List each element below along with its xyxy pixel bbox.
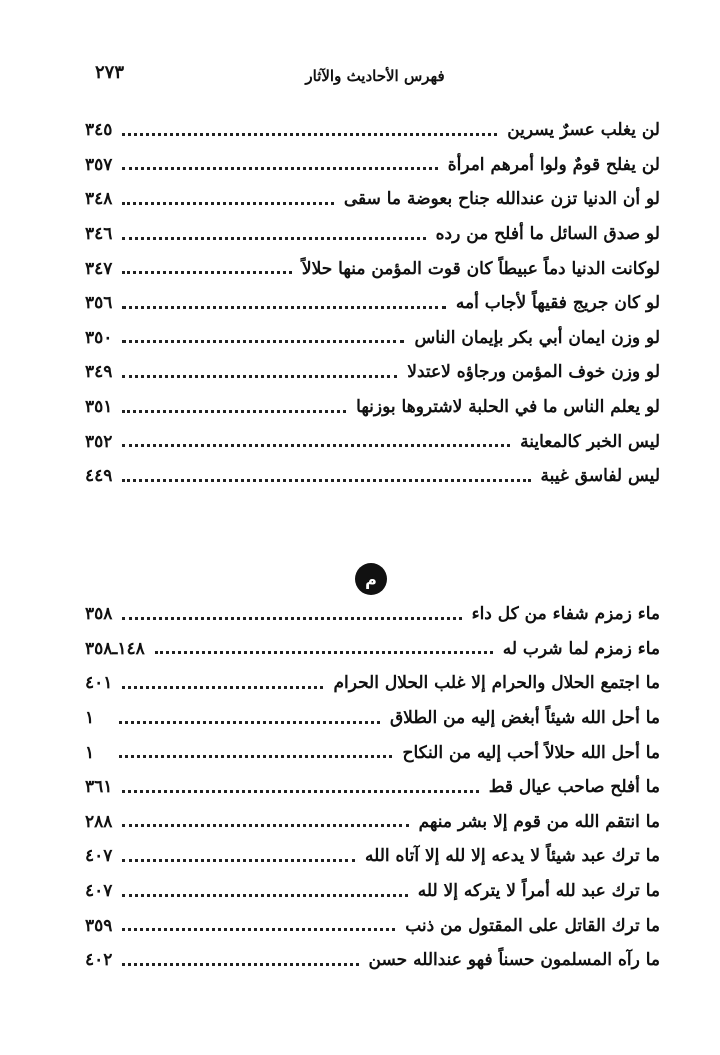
entry-page: ٣٤٩ [85,362,113,383]
entry-text: ما رآه المسلمون حسناً فهو عندالله حسن [368,950,660,971]
dot-leader [122,444,510,447]
dot-leader [122,928,395,931]
entry-page: ١ [85,742,95,763]
entry-page: ٤٠٧ [85,846,113,867]
entry-text: ليس لفاسق غيبة [540,466,660,487]
entry-page: ٣٥٩ [85,915,113,936]
entry-page: ٣٤٨ [85,189,113,210]
dot-leader [122,410,346,413]
entry-text: ماء زمزم شفاء من كل داء [471,604,660,625]
section-letter-badge: م [355,563,387,595]
entry-text: ماء زمزم لما شرب له [502,638,660,659]
index-list-mim [85,597,660,978]
page-title: فهرس الأحاديث والآثار [305,67,445,85]
page-header [95,58,655,94]
entry-page: ٣٤٦ [85,224,113,245]
dot-leader [122,271,292,274]
index-entry [85,666,660,701]
entry-page: ٤٠٢ [85,950,113,971]
entry-text: لو كان جريج فقيهاً لأجاب أمه [455,293,660,314]
index-entry [85,597,660,632]
entry-text: لن يغلب عسرٌ يسرين [507,120,660,141]
dot-leader [122,963,358,966]
index-entry [85,459,660,494]
entry-page: ٣٥٠ [85,327,113,348]
entry-text: ما ترك عبد لله أمراً لا يتركه إلا لله [417,881,660,902]
entry-text: ما ترك القاتل على المقتول من ذنب [405,915,660,936]
entry-page: ٣٥٦ [85,293,113,314]
index-entry [85,286,660,321]
index-entry [85,321,660,356]
index-entry [85,251,660,286]
entry-page: ٤٠١ [85,673,113,694]
index-entry [85,217,660,252]
dot-leader [122,340,404,343]
entry-text: ما أحل الله حلالاً أحب إليه من النكاح [402,742,660,763]
entry-page: ٣٥١ [85,397,113,418]
entry-text: ما أفلح صاحب عيال قط [488,777,660,798]
index-entry [85,424,660,459]
entry-text: ما أحل الله شيئاً أبغض إليه من الطلاق [389,708,660,729]
page-number: ٢٧٣ [95,62,125,83]
entry-page: ٣٤٥ [85,120,113,141]
entry-page: ٣٥٧ [85,154,113,175]
dot-leader [122,375,397,378]
entry-page: ٢٨٨ [85,811,113,832]
entry-page: ٣٤٧ [85,258,113,279]
dot-leader [122,894,407,897]
index-entry [85,390,660,425]
index-entry [85,735,660,770]
entry-page: ١ [85,708,95,729]
dot-leader [122,237,425,240]
index-entry [85,701,660,736]
entry-text: لو وزن ايمان أبي بكر بإيمان الناس [414,327,660,348]
index-entry [85,943,660,978]
dot-leader [122,479,530,482]
entry-text: لو وزن خوف المؤمن ورجاؤه لاعتدلا [407,362,660,383]
index-entry [85,839,660,874]
entry-text: لو صدق السائل ما أفلح من رده [435,224,660,245]
dot-leader [122,859,355,862]
dot-leader [122,617,461,620]
dot-leader [122,133,497,136]
entry-text: ما انتقم الله من قوم إلا بشر منهم [418,811,660,832]
entry-page: ٣٥٢ [85,431,113,452]
entry-text: لو يعلم الناس ما في الحلبة لاشتروها بوزنها [356,397,660,418]
index-entry [85,148,660,183]
index-entry [85,113,660,148]
dot-leader [155,651,493,654]
index-entry [85,182,660,217]
dot-leader [119,755,392,758]
entry-text: لو أن الدنيا تزن عندالله جناح بعوضة ما سقى [343,189,660,210]
dot-leader [122,202,333,205]
index-entry [85,805,660,840]
entry-text: لن يفلح قومٌ ولوا أمرهم امرأة [447,154,660,175]
dot-leader [122,167,437,170]
entry-text: ما ترك عبد شيئاً لا يدعه إلا لله إلا آتاه الله [364,846,660,867]
index-entry [85,874,660,909]
entry-page: ٣٥٨ [85,604,113,625]
dot-leader [122,306,445,309]
dot-leader [122,824,408,827]
index-entry [85,632,660,667]
entry-page: ١٤٨ـ٣٥٨ [85,638,145,659]
index-entry [85,355,660,390]
dot-leader [122,790,478,793]
entry-text: لوكانت الدنيا دماً عبيطاً كان قوت المؤمن منها حلالاً [301,258,660,279]
index-entry [85,770,660,805]
index-list-lam [85,113,660,494]
entry-page: ٤٠٧ [85,881,113,902]
entry-text: ما اجتمع الحلال والحرام إلا غلب الحلال الحرام [333,673,660,694]
dot-leader [119,721,380,724]
entry-text: ليس الخبر كالمعاينة [520,431,660,452]
entry-page: ٣٦١ [85,777,113,798]
entry-page: ٤٤٩ [85,466,113,487]
dot-leader [122,686,323,689]
index-entry [85,908,660,943]
